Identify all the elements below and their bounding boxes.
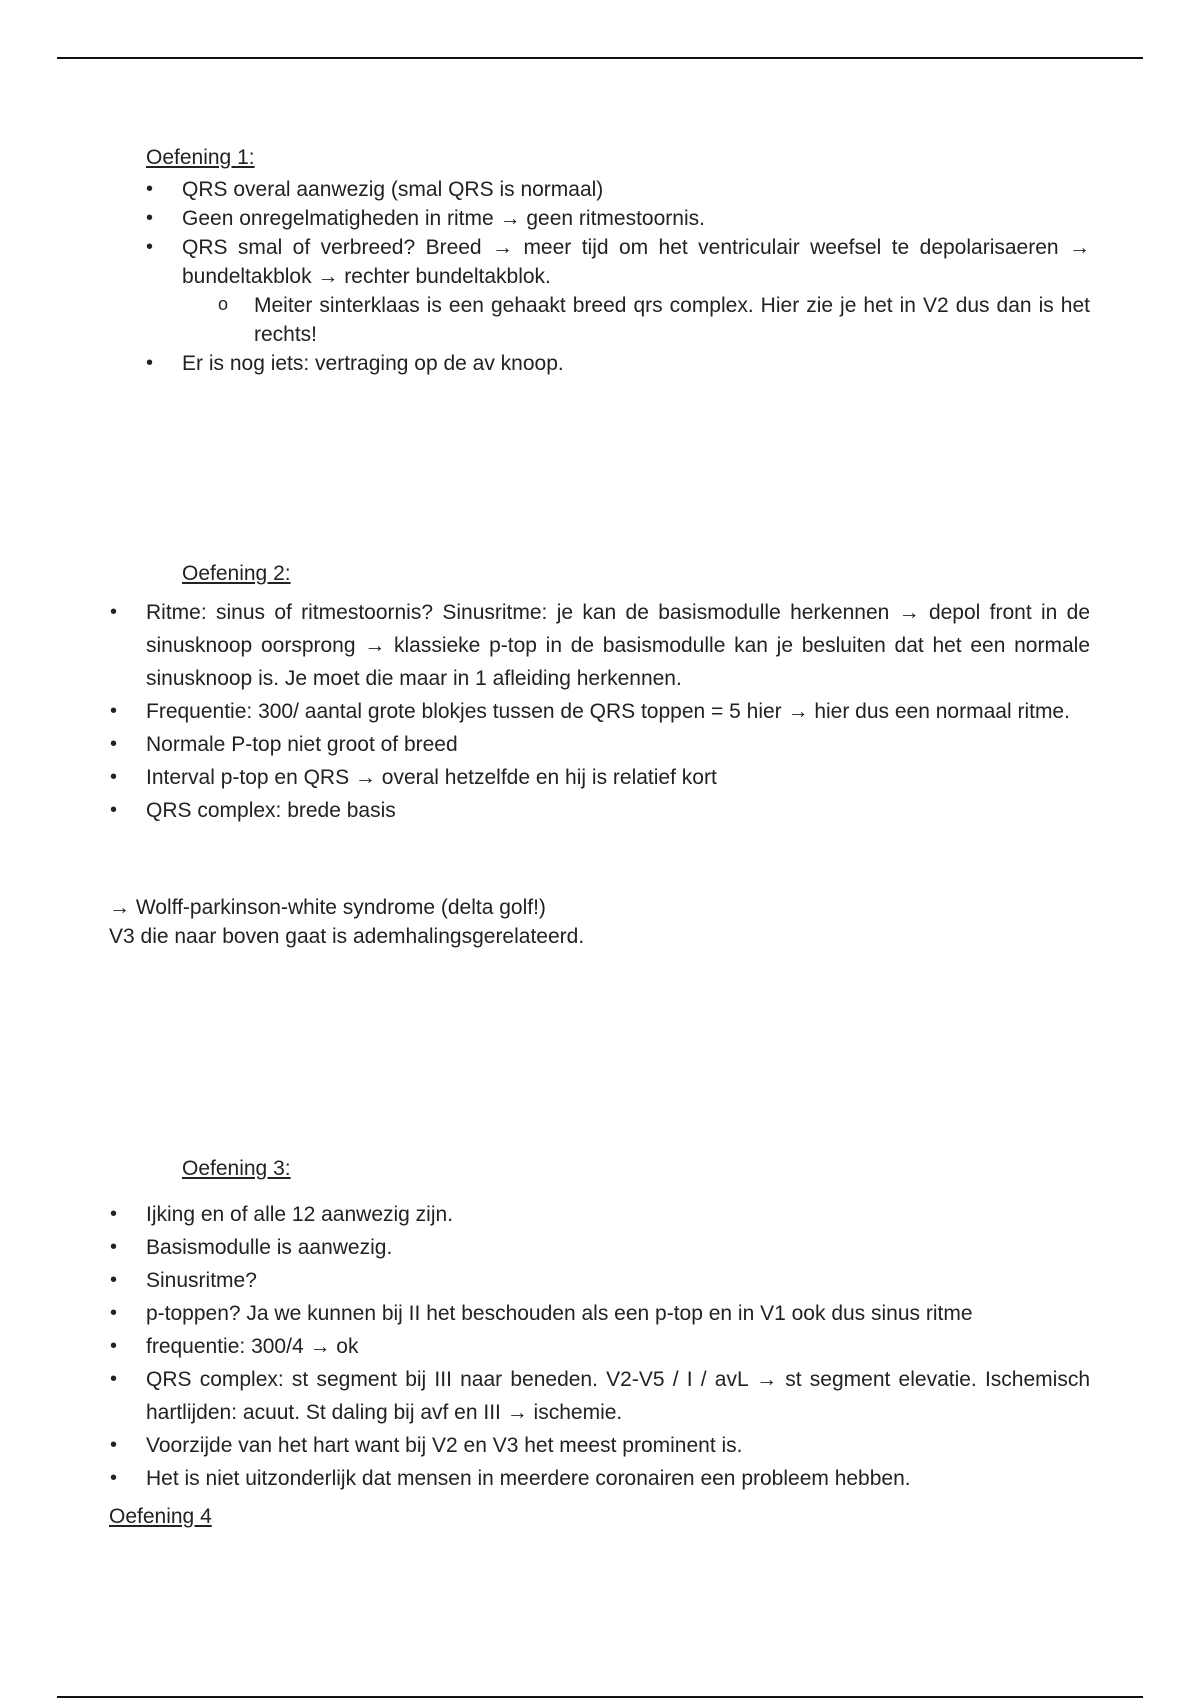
list-item [110,1363,1090,1429]
bullet-icon: • [110,733,118,755]
bullet-icon: • [110,1434,118,1456]
list-item-text: Geen onregelmatigheden in ritme → geen ritmestoornis. [182,207,705,230]
exercise-1-sublist [218,291,1090,349]
exercise-3-heading: Oefening 3: [182,1157,291,1180]
exercise-1-heading: Oefening 1: [146,146,255,169]
list-item [110,1198,1090,1231]
list-item-text: Het is niet uitzonderlijk dat mensen in meerdere coronairen een probleem hebben. [146,1467,911,1490]
bullet-icon: • [110,601,118,623]
list-item [110,1264,1090,1297]
list-item-text: Basismodulle is aanwezig. [146,1236,393,1259]
bullet-icon: • [110,1302,118,1324]
bullet-icon: • [110,1335,118,1357]
list-item-text: QRS smal of verbreed? Breed → meer tijd om het ventriculair weefsel te depolarisaeren → bundeltakblok → rechter bundeltakblok. [182,236,1090,288]
bullet-icon: • [110,1368,118,1390]
list-item [110,1429,1090,1462]
list-item-text: Ritme: sinus of ritmestoornis? Sinusritme: je kan de basismodulle herkennen → depol front in de sinusknoop oorsprong → klassieke p-top in de basismodulle kan je besluiten dat het een normale sinusknoop is. Je moet die maar in 1 afleiding herkennen. [146,601,1090,690]
list-item [110,728,1090,761]
list-item [110,1462,1090,1495]
exercise-4-heading: Oefening 4 [109,1505,212,1528]
list-item-text: QRS overal aanwezig (smal QRS is normaal) [182,178,604,201]
list-item-text: Interval p-top en QRS → overal hetzelfde en hij is relatief kort [146,766,717,789]
sub-list-item [218,291,1090,349]
list-item [146,233,1090,349]
exercise-2-heading: Oefening 2: [182,562,291,585]
bullet-icon: • [146,352,154,374]
list-item [146,204,1090,233]
bullet-icon: • [146,178,154,200]
list-item [110,596,1090,695]
list-item-text: QRS complex: st segment bij III naar beneden. V2-V5 / I / avL → st segment elevatie. Ischemisch hartlijden: acuut. St daling bij avf en III → ischemie. [146,1368,1090,1424]
bullet-icon: • [110,766,118,788]
exercise-1-list [146,175,1090,378]
header-rule [57,57,1143,59]
list-item-text: QRS complex: brede basis [146,799,396,822]
list-item [110,761,1090,794]
sub-list-item-text: Meiter sinterklaas is een gehaakt breed qrs complex. Hier zie je het in V2 dus dan is het rechts! [254,294,1090,346]
bullet-icon: • [110,1236,118,1258]
bullet-icon: • [146,207,154,229]
list-item-text: Normale P-top niet groot of breed [146,733,458,756]
list-item [110,695,1090,728]
exercise-2-list [110,596,1090,827]
bullet-icon: • [110,799,118,821]
list-item-text: Frequentie: 300/ aantal grote blokjes tussen de QRS toppen = 5 hier → hier dus een normaal ritme. [146,700,1070,723]
list-item [110,1330,1090,1363]
bullet-icon: • [110,700,118,722]
list-item-text: p-toppen? Ja we kunnen bij II het beschouden als een p-top en in V1 ook dus sinus ritme [146,1302,973,1325]
list-item [146,175,1090,204]
bullet-icon: • [110,1467,118,1489]
list-item [110,1231,1090,1264]
footer-rule [57,1696,1143,1698]
list-item-text: Er is nog iets: vertraging op de av knoop. [182,352,564,375]
exercise-2-note: V3 die naar boven gaat is ademhalingsgerelateerd. [109,925,585,948]
exercise-2-conclusion: → Wolff-parkinson-white syndrome (delta golf!) [109,896,546,919]
bullet-icon: • [110,1269,118,1291]
exercise-3-list [110,1198,1090,1495]
bullet-icon: • [110,1203,118,1225]
list-item [110,1297,1090,1330]
list-item-text: Voorzijde van het hart want bij V2 en V3 het meest prominent is. [146,1434,743,1457]
circle-bullet-icon: o [218,294,229,314]
list-item [146,349,1090,378]
list-item-text: frequentie: 300/4 → ok [146,1335,359,1358]
list-item-text: Sinusritme? [146,1269,257,1292]
list-item [110,794,1090,827]
list-item-text: Ijking en of alle 12 aanwezig zijn. [146,1203,454,1226]
bullet-icon: • [146,236,154,258]
